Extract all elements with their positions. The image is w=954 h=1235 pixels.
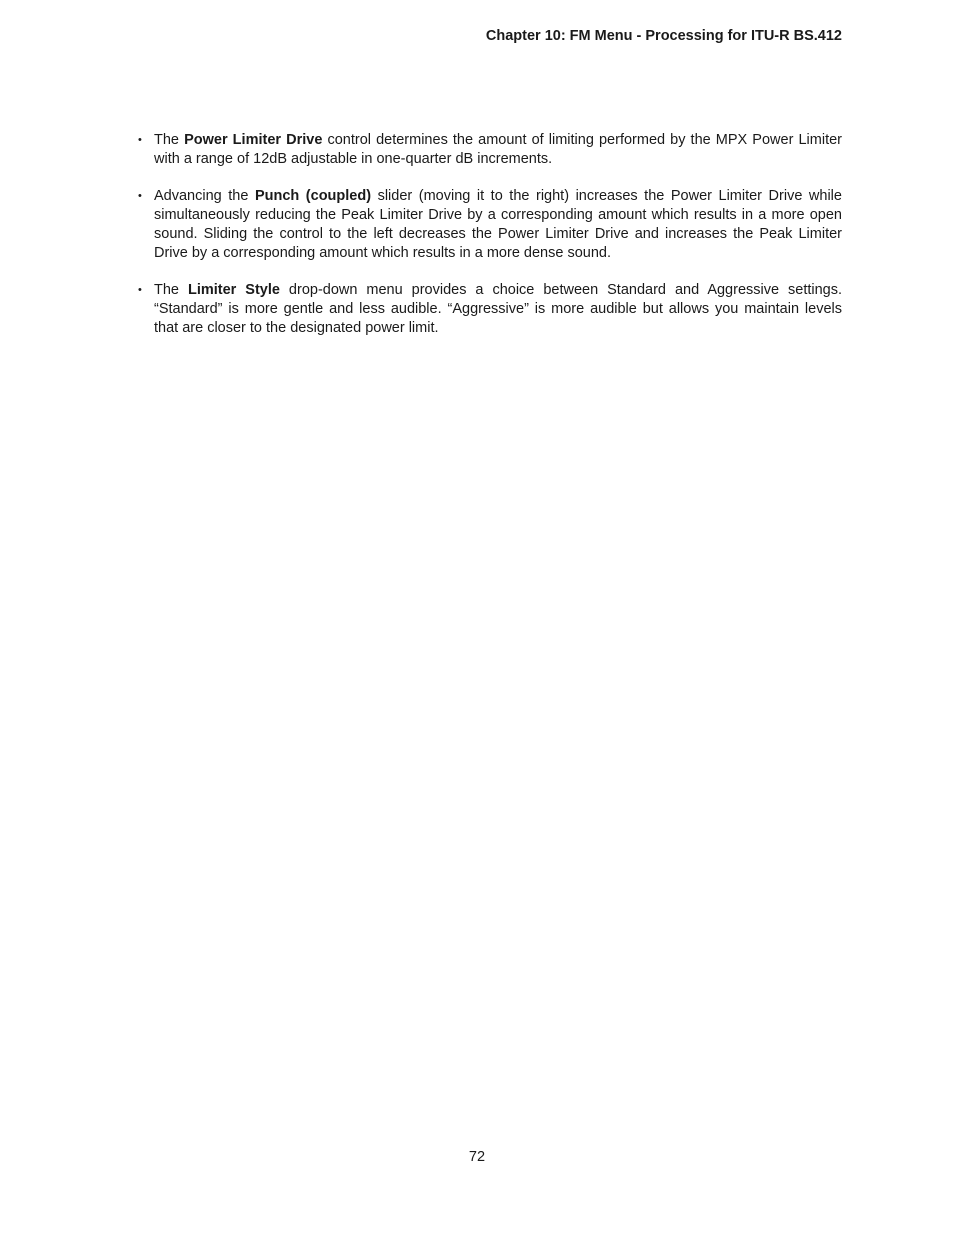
bullet-marker: • — [138, 190, 142, 203]
bullet-marker: • — [138, 134, 142, 146]
bullet-text-body: drop-down menu provides a choice between Standard and Aggressive settings. “Standard” is more gentle and less audible. “Aggressive” is more audible but allows you maintain levels that are closer to the designated power limit. — [154, 281, 843, 336]
bullet-term: Power Limiter Drive — [184, 132, 323, 148]
bullet-text-lead: The — [154, 281, 188, 298]
bullet-limiter-style — [138, 281, 842, 337]
page-number: 72 — [468, 1149, 486, 1165]
bullet-list — [138, 131, 842, 356]
bullet-term: Punch (coupled) — [254, 188, 372, 205]
bullet-text-body: control determines the amount of limiting performed by the MPX Power Limiter with a range of 12dB adjustable in one-quarter dB increments. — [154, 132, 843, 167]
bullet-punch-coupled — [138, 187, 842, 262]
bullet-marker: • — [138, 283, 142, 296]
bullet-text-body: slider (moving it to the right) increases the Power Limiter Drive while simultaneously reducing the Peak Limiter Drive by a corresponding amount which results in a more open sound. Sliding the control to the left decreases the Power Limiter Drive and increases the Peak Limiter Drive by a corresponding amount which results in a more dense sound. — [154, 188, 842, 261]
bullet-text-lead: Advancing the — [154, 188, 255, 205]
bullet-power-limiter-drive — [138, 131, 842, 169]
bullet-text-lead: The — [154, 132, 185, 148]
running-header: Chapter 10: FM Menu - Processing for ITU-R BS.412 — [485, 28, 842, 44]
bullet-term: Limiter Style — [187, 281, 280, 298]
